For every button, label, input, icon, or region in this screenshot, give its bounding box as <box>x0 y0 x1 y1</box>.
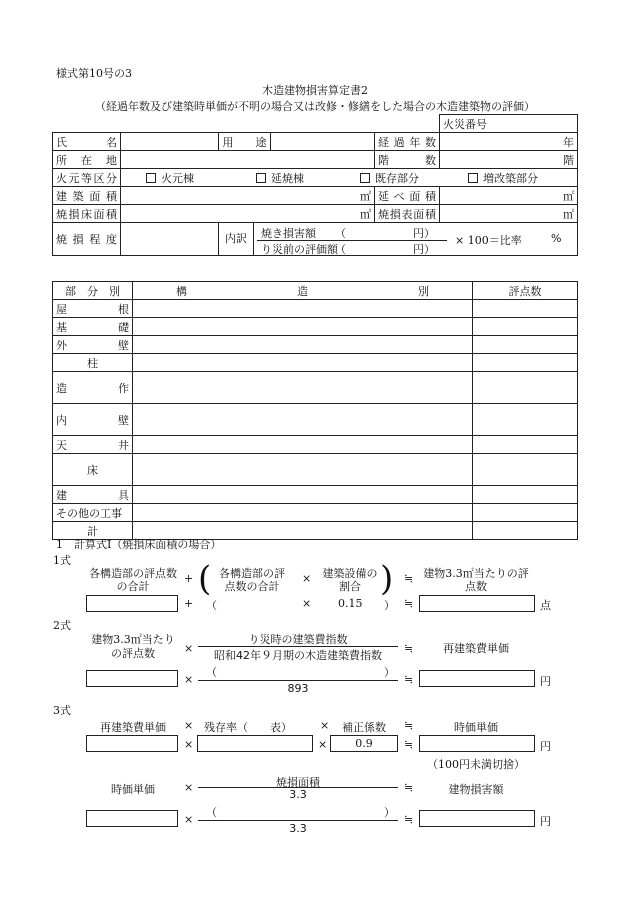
ratio-text: × 100＝比率 <box>455 234 522 247</box>
use-label: 用 途 <box>219 133 271 151</box>
burn-floor-area-field[interactable] <box>121 205 375 223</box>
approx-symbol: ≒ <box>404 673 414 686</box>
address-label: 所 在 地 <box>53 151 121 169</box>
fraction-line <box>198 680 398 681</box>
f4-unit-price-input[interactable] <box>86 810 178 827</box>
times-symbol: × <box>184 813 194 826</box>
approx-symbol: ≒ <box>404 813 414 826</box>
f3-note: （100円未満切捨） <box>427 758 525 771</box>
approx-symbol: ≒ <box>404 642 414 655</box>
f1-term2: 各構造部の評点数の合計 <box>219 567 285 593</box>
floors-label: 階 数 <box>375 151 440 169</box>
times-symbol: × <box>318 738 328 751</box>
damage-amount-label: 焼き損害額 <box>261 227 316 240</box>
f2-unit: 円 <box>540 675 551 688</box>
row-label-foundation: 基 礎 <box>53 318 133 336</box>
origin-label: 火元等区分 <box>53 169 121 187</box>
burn-floor-area-label: 焼損床面積 <box>53 205 121 223</box>
burn-surface-area-field[interactable] <box>440 205 578 223</box>
structure-field[interactable] <box>133 504 473 522</box>
structure-field[interactable] <box>133 354 473 372</box>
score-field[interactable] <box>473 318 578 336</box>
row-label-interior-wall: 内 壁 <box>53 404 133 436</box>
f3-term2: 残存率（ 表） <box>204 721 292 734</box>
structure-field[interactable] <box>133 300 473 318</box>
age-field[interactable] <box>440 133 578 151</box>
origin-options <box>121 169 578 187</box>
f4-unit: 円 <box>540 815 551 828</box>
f3-unit: 円 <box>540 740 551 753</box>
structure-field[interactable] <box>133 486 473 504</box>
f4-denominator: 3.3 <box>289 788 307 801</box>
score-field[interactable] <box>473 504 578 522</box>
sqm-unit: ㎡ <box>360 207 371 221</box>
age-label: 経過年数 <box>375 133 440 151</box>
burn-surface-area-label: 焼損表面積 <box>375 205 440 223</box>
fire-number-cell[interactable] <box>440 115 578 133</box>
approx-symbol: ≒ <box>404 781 414 794</box>
times-symbol: × <box>302 572 312 585</box>
approx-symbol: ≒ <box>404 597 414 610</box>
checkbox-icon[interactable] <box>360 173 370 183</box>
row-label-pillar: 柱 <box>53 354 133 372</box>
score-field[interactable] <box>473 454 578 486</box>
col-header-score: 評点数 <box>473 282 578 300</box>
formula-1-label: 1式 <box>53 554 71 567</box>
structure-field[interactable] <box>133 436 473 454</box>
row-label-other-works: その他の工事 <box>53 504 133 522</box>
f3-unit-price-input[interactable] <box>86 735 178 752</box>
score-field[interactable] <box>473 336 578 354</box>
name-label: 氏 名 <box>53 133 121 151</box>
origin-option-existing[interactable] <box>360 170 468 186</box>
formula-3-label: 3式 <box>53 704 71 717</box>
fraction-line <box>198 820 398 821</box>
checkbox-icon[interactable] <box>146 173 156 183</box>
origin-option-extension[interactable] <box>468 170 538 186</box>
floor-area-field[interactable] <box>440 187 578 205</box>
row-label-exterior-wall: 外 壁 <box>53 336 133 354</box>
f4-divisor: 3.3 <box>289 822 307 835</box>
form-subtitle: （経過年数及び建築時単価が不明の場合又は改修・修繕をした場合の木造建築物の評価） <box>95 100 535 113</box>
option-label: 増改築部分 <box>483 171 538 185</box>
rparen-symbol: ） <box>384 599 395 612</box>
breakdown-label: 内訳 <box>219 223 254 255</box>
calc-section-title: 1 計算式Ⅰ（焼損床面積の場合） <box>56 538 222 551</box>
col-header-part: 部 分 別 <box>53 282 133 300</box>
structure-field[interactable] <box>133 372 473 404</box>
approx-symbol: ≒ <box>404 572 414 585</box>
building-area-label: 建築面積 <box>53 187 121 205</box>
paren-open: （ <box>335 243 346 256</box>
f3-result-input[interactable] <box>419 735 535 752</box>
times-symbol: × <box>320 719 330 732</box>
breakdown-cell <box>219 223 578 256</box>
score-field[interactable] <box>473 486 578 504</box>
option-label: 火元棟 <box>161 171 194 185</box>
paren-open: （ <box>335 227 346 240</box>
right-paren-icon: ) <box>380 559 394 599</box>
floors-unit: 階 <box>563 153 575 167</box>
structure-table <box>52 281 578 540</box>
origin-option-fire-origin[interactable] <box>124 170 256 186</box>
f1-term3: 建築設備の割合 <box>322 567 378 593</box>
times-symbol: × <box>184 719 194 732</box>
fire-number-label: 火災番号 <box>443 117 488 131</box>
f2-term1: 建物3.3㎡当たりの評点数 <box>91 633 175 660</box>
lparen-symbol: （ <box>206 806 217 819</box>
checkbox-icon[interactable] <box>468 173 478 183</box>
f3-result-label: 時価単価 <box>454 721 498 734</box>
times-symbol: × <box>302 597 312 610</box>
structure-field[interactable] <box>133 336 473 354</box>
rparen-symbol: ） <box>384 806 395 819</box>
rparen-symbol: ） <box>384 666 395 679</box>
score-field[interactable] <box>473 354 578 372</box>
f4-result-label: 建物損害額 <box>448 783 504 796</box>
plus-symbol: + <box>184 572 194 585</box>
approx-symbol: ≒ <box>404 719 414 732</box>
structure-field[interactable] <box>133 454 473 486</box>
score-field[interactable] <box>473 436 578 454</box>
f2-divisor: 893 <box>287 682 309 695</box>
f4-result-input[interactable] <box>419 810 535 827</box>
row-label-fixtures: 造 作 <box>53 372 133 404</box>
age-unit: 年 <box>563 135 575 149</box>
score-field[interactable] <box>473 404 578 436</box>
option-label: 既存部分 <box>375 171 419 185</box>
f3-term3: 補正係数 <box>342 721 386 734</box>
f3-term1: 再建築費単価 <box>100 721 166 734</box>
yen-close: 円） <box>413 227 435 240</box>
structure-field[interactable] <box>133 318 473 336</box>
formula-2-label: 2式 <box>53 619 71 632</box>
option-label: 延焼棟 <box>271 171 304 185</box>
col-header-structure: 構 造 別 <box>133 282 473 300</box>
f2-result-label: 再建築費単価 <box>443 642 509 655</box>
score-field[interactable] <box>473 300 578 318</box>
f2-score-input[interactable] <box>86 670 178 687</box>
f1-result-input[interactable] <box>419 595 535 612</box>
row-label-floor: 床 <box>53 454 133 486</box>
f4-term1: 時価単価 <box>111 783 155 796</box>
score-field[interactable] <box>473 522 578 540</box>
times-symbol: × <box>184 673 194 686</box>
address-field[interactable] <box>121 151 375 169</box>
yen-close: 円） <box>413 243 435 256</box>
plus-symbol: + <box>184 597 194 610</box>
f3-factor: 0.9 <box>355 737 373 750</box>
row-label-fittings: 建 具 <box>53 486 133 504</box>
left-paren-icon: ( <box>198 559 212 599</box>
percent-sign: % <box>551 232 562 245</box>
checkbox-icon[interactable] <box>256 173 266 183</box>
score-field[interactable] <box>473 372 578 404</box>
pre-value-label: り災前の評価額 <box>261 243 338 256</box>
form-title: 木造建物損害算定書2 <box>262 84 368 97</box>
f4-numerator: 焼損面積 <box>276 776 320 789</box>
lparen-symbol: （ <box>206 599 217 612</box>
floors-field[interactable] <box>440 151 578 169</box>
building-area-field[interactable] <box>121 187 375 205</box>
lparen-symbol: （ <box>206 666 217 679</box>
degree-field[interactable] <box>121 223 219 256</box>
row-label-ceiling: 天 井 <box>53 436 133 454</box>
times-symbol: × <box>184 738 194 751</box>
f3-residual-input[interactable] <box>197 735 313 752</box>
sqm-unit: ㎡ <box>563 189 575 203</box>
degree-label: 焼損程度 <box>53 223 121 256</box>
origin-option-spread[interactable] <box>256 170 360 186</box>
approx-symbol: ≒ <box>404 738 414 751</box>
f1-term1: 各構造部の評点数の合計 <box>89 567 177 593</box>
sqm-unit: ㎡ <box>360 189 371 203</box>
f1-factor: 0.15 <box>338 597 363 610</box>
row-label-total: 計 <box>53 522 133 540</box>
form-number: 様式第10号の3 <box>56 67 132 80</box>
f1-sum-input[interactable] <box>86 595 178 612</box>
f2-result-input[interactable] <box>419 670 535 687</box>
times-symbol: × <box>184 642 194 655</box>
row-label-roof: 屋 根 <box>53 300 133 318</box>
floor-area-label: 延べ面積 <box>375 187 440 205</box>
f1-result-label: 建物3.3㎡当たりの評点数 <box>423 567 529 593</box>
sqm-unit: ㎡ <box>563 207 575 221</box>
f3-factor-box <box>330 735 398 752</box>
f1-unit: 点 <box>540 599 551 612</box>
use-field[interactable] <box>271 133 375 151</box>
structure-field[interactable] <box>133 404 473 436</box>
name-field[interactable] <box>121 133 219 151</box>
info-table <box>52 114 578 256</box>
times-symbol: × <box>184 781 194 794</box>
f2-numerator: り災時の建築費指数 <box>248 633 348 646</box>
f2-denominator: 昭和42年９月期の木造建築費指数 <box>214 649 382 662</box>
